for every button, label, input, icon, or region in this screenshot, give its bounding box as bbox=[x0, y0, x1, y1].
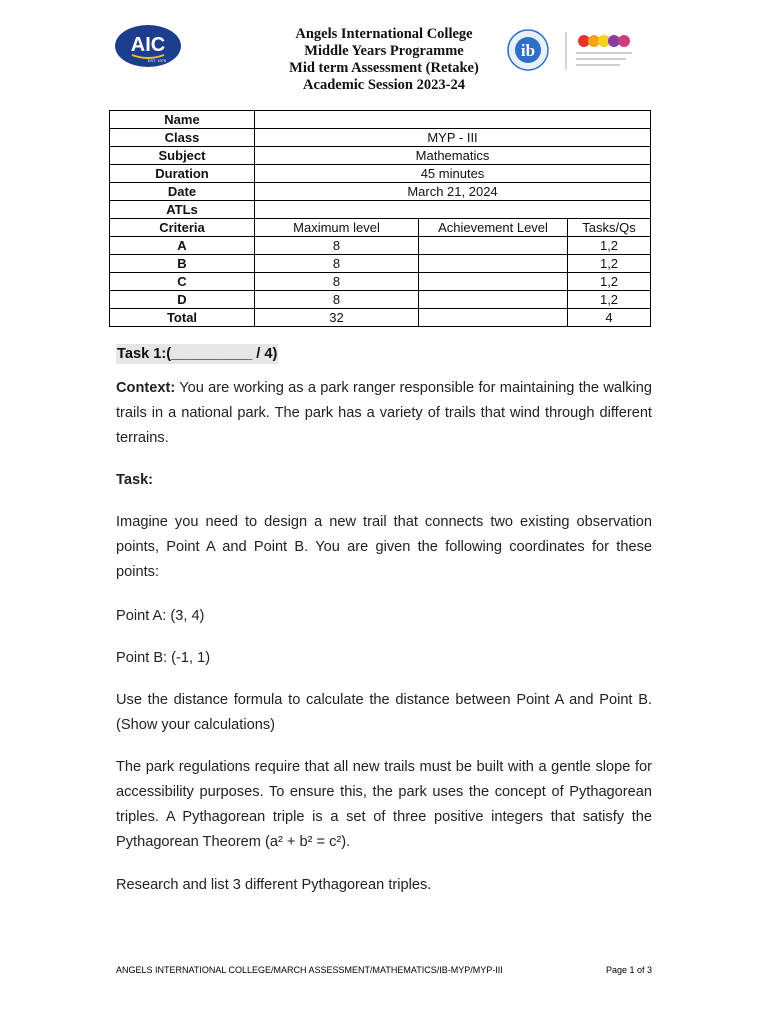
aic-est-text: EST. 1976 bbox=[147, 58, 167, 63]
context-text: You are working as a park ranger responsible for maintaining the walking trails in a national park. The park has a variety of trails that wind through different terrains. bbox=[116, 380, 652, 446]
instruction-text-1: Imagine you need to design a new trail that connects two existing observation points, Point A and Point B. You are given the following coordinates for these points: bbox=[116, 514, 652, 580]
info-label: ATLs bbox=[110, 201, 255, 219]
task-label-block bbox=[116, 468, 652, 493]
instruction-paragraph-2 bbox=[116, 688, 652, 738]
svg-text:ib: ib bbox=[520, 41, 536, 60]
criteria-header-cell: Tasks/Qs bbox=[568, 219, 651, 237]
point-b-block bbox=[116, 646, 652, 671]
info-row bbox=[110, 147, 651, 165]
criteria-cell: 1,2 bbox=[568, 237, 651, 255]
academic-session: Academic Session 2023-24 bbox=[303, 77, 465, 93]
document-header bbox=[230, 26, 538, 94]
info-label: Subject bbox=[110, 147, 255, 165]
info-value: Mathematics bbox=[255, 147, 651, 165]
criteria-cell bbox=[419, 237, 568, 255]
info-row bbox=[110, 201, 651, 219]
info-value bbox=[255, 111, 651, 129]
criteria-cell bbox=[419, 255, 568, 273]
aic-logo bbox=[114, 24, 182, 68]
criteria-row bbox=[110, 291, 651, 309]
criteria-cell bbox=[419, 273, 568, 291]
criteria-cell: 8 bbox=[255, 291, 419, 309]
info-label: Date bbox=[110, 183, 255, 201]
task-label: Task: bbox=[116, 472, 154, 488]
page-number: Page 1 of 3 bbox=[605, 965, 652, 975]
criteria-cell: 1,2 bbox=[568, 255, 651, 273]
criteria-header-row bbox=[110, 219, 651, 237]
criteria-cell: A bbox=[110, 237, 255, 255]
criteria-cell: C bbox=[110, 273, 255, 291]
task-heading: Task 1:(__________ / 4) bbox=[117, 346, 278, 362]
page-footer bbox=[116, 965, 652, 975]
point-a-block bbox=[116, 604, 652, 629]
assessment-info-table bbox=[109, 110, 651, 327]
criteria-cell: 32 bbox=[255, 309, 419, 327]
criteria-cell: Total bbox=[110, 309, 255, 327]
info-value: March 21, 2024 bbox=[255, 183, 651, 201]
criteria-header-cell: Criteria bbox=[110, 219, 255, 237]
criteria-row bbox=[110, 255, 651, 273]
criteria-cell: 1,2 bbox=[568, 273, 651, 291]
instruction-paragraph-1 bbox=[116, 510, 652, 585]
criteria-row bbox=[110, 273, 651, 291]
criteria-row bbox=[110, 237, 651, 255]
aic-logo-text: AIC bbox=[130, 34, 166, 56]
info-row bbox=[110, 165, 651, 183]
criteria-cell: 4 bbox=[568, 309, 651, 327]
info-value: 45 minutes bbox=[255, 165, 651, 183]
info-label: Name bbox=[110, 111, 255, 129]
criteria-header-cell: Achievement Level bbox=[419, 219, 568, 237]
info-label: Class bbox=[110, 129, 255, 147]
criteria-cell: B bbox=[110, 255, 255, 273]
instruction-text-3: The park regulations require that all new trails must be built with a gentle slope for accessibility purposes. To ensure this, the park uses the concept of Pythagorean triples. A Pythagorean triple is a set of three positive integers that satisfy the Pythagorean Theorem (a² + b² = c²). bbox=[116, 759, 652, 850]
instruction-text-2: Use the distance formula to calculate the distance between Point A and Point B. (Show your calculations) bbox=[116, 692, 652, 733]
criteria-cell: D bbox=[110, 291, 255, 309]
assessment-title: Mid term Assessment (Retake) bbox=[289, 60, 479, 76]
info-value bbox=[255, 201, 651, 219]
criteria-row bbox=[110, 309, 651, 327]
criteria-cell: 8 bbox=[255, 255, 419, 273]
point-a: Point A: (3, 4) bbox=[116, 608, 205, 624]
college-name: Angels International College bbox=[295, 26, 473, 42]
context-label: Context: bbox=[116, 380, 176, 396]
instruction-text-4: Research and list 3 different Pythagorean triples. bbox=[116, 877, 432, 893]
criteria-cell bbox=[419, 309, 568, 327]
ib-logo bbox=[506, 28, 638, 74]
context-paragraph bbox=[116, 376, 652, 451]
instruction-paragraph-4 bbox=[116, 873, 652, 898]
point-b: Point B: (-1, 1) bbox=[116, 650, 211, 666]
footer-path: ANGELS INTERNATIONAL COLLEGE/MARCH ASSESSMENT/MATHEMATICS/IB-MYP/MYP-III bbox=[116, 965, 503, 975]
criteria-cell bbox=[419, 291, 568, 309]
criteria-header-cell: Maximum level bbox=[255, 219, 419, 237]
criteria-cell: 8 bbox=[255, 237, 419, 255]
criteria-cell: 8 bbox=[255, 273, 419, 291]
info-row bbox=[110, 129, 651, 147]
info-row bbox=[110, 111, 651, 129]
info-label: Duration bbox=[110, 165, 255, 183]
programme-name: Middle Years Programme bbox=[304, 43, 464, 59]
info-row bbox=[110, 183, 651, 201]
info-value: MYP - III bbox=[255, 129, 651, 147]
criteria-cell: 1,2 bbox=[568, 291, 651, 309]
instruction-paragraph-3 bbox=[116, 755, 652, 855]
